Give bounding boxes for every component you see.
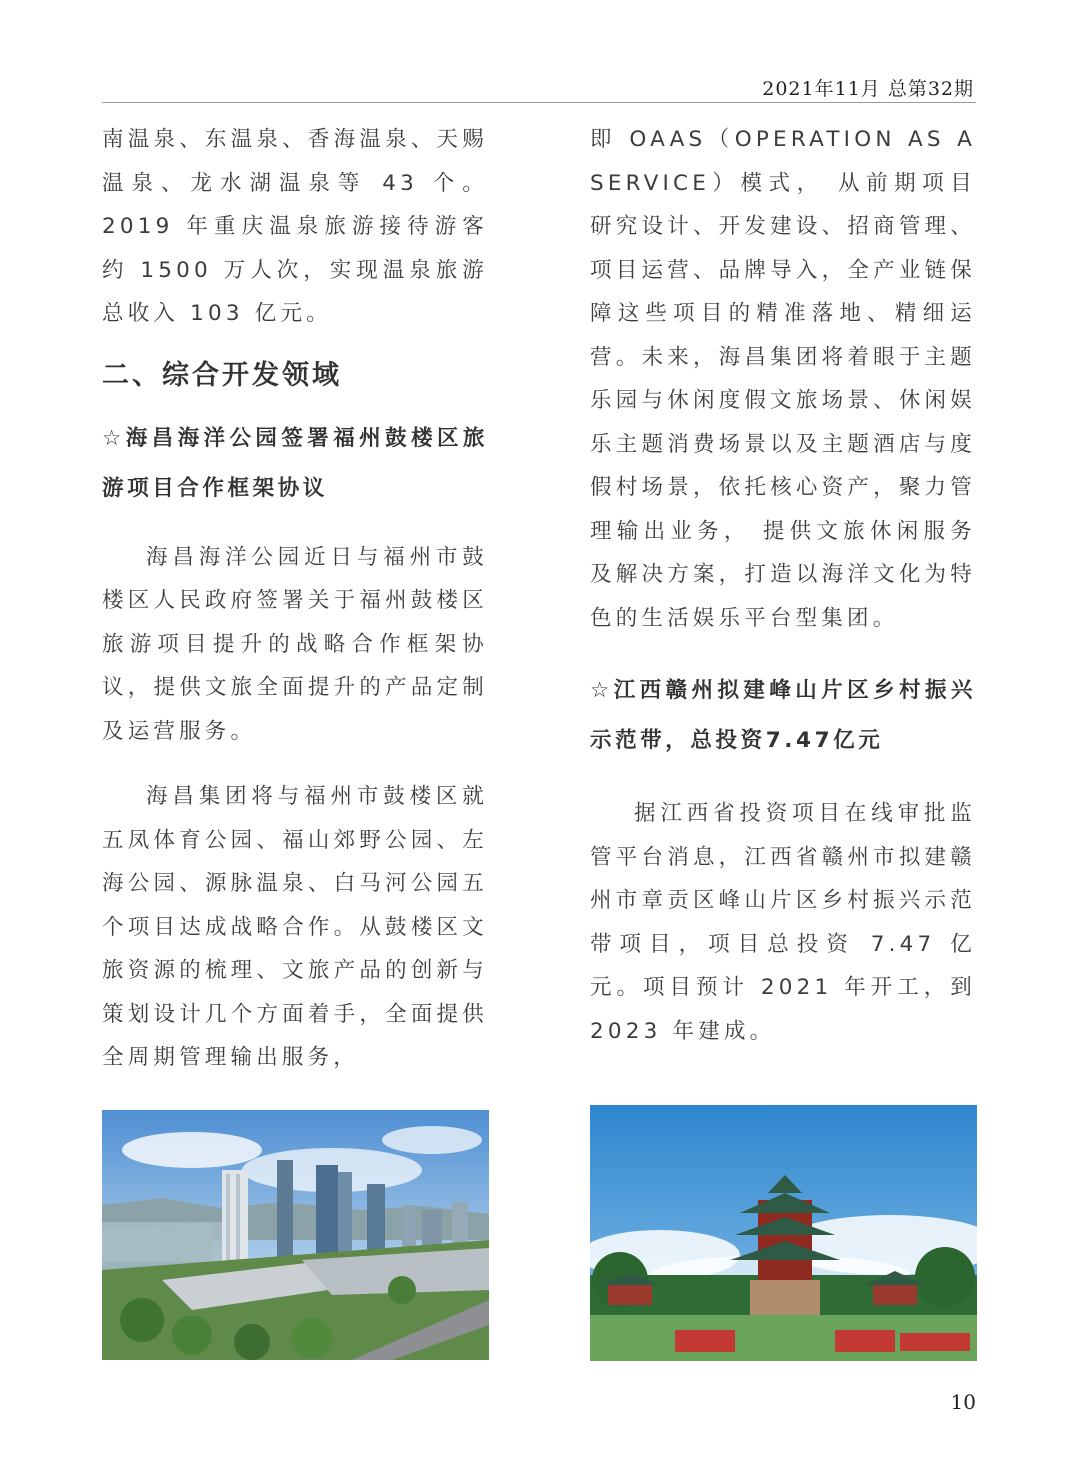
- issue-label: 2021年11月 总第32期: [762, 78, 974, 100]
- left-paragraph-hot-springs: 南温泉、东温泉、香海温泉、天赐温泉、龙水湖温泉等 43 个。2019 年重庆温泉旅游接待游客约 1500 万人次，实现温泉旅游总收入 103 亿元。: [102, 127, 488, 326]
- left-paragraph-cooperation: 海昌集团将与福州市鼓楼区就五凤体育公园、福山郊野公园、左海公园、源脉温泉、白马河公园五个项目达成战略合作。从鼓楼区文旅资源的梳理、文旅产品的创新与策划设计几个方面着手，全面提供全周期管理输出服务，: [102, 784, 488, 1070]
- page-number: 10: [950, 1390, 976, 1414]
- right-column: [590, 118, 976, 1053]
- item-title-ganzhou: ☆江西赣州拟建峰山片区乡村振兴示范带，总投资7.47亿元: [590, 678, 976, 753]
- right-paragraph-ganzhou: 据江西省投资项目在线审批监管平台消息，江西省赣州市拟建赣州市章贡区峰山片区乡村振兴示范带项目，项目总投资 7.47 亿元。项目预计 2021 年开工，到 2023 年建成。: [590, 801, 976, 1044]
- left-paragraph-agreement: 海昌海洋公园近日与福州市鼓楼区人民政府签署关于福州鼓楼区旅游项目提升的战略合作框架协议，提供文旅全面提升的产品定制及运营服务。: [102, 544, 488, 744]
- left-column: [102, 118, 488, 1080]
- page-header: [102, 70, 976, 103]
- right-paragraph-oaas: 即 OAAS（OPERATION AS A SERVICE）模式， 从前期项目研究设计、开发建设、招商管理、项目运营、品牌导入，全产业链保障这些项目的精准落地、精细运营。未来，海昌集团将着眼于主题乐园与休闲度假文旅场景、休闲娱乐主题消费场景以及主题酒店与度假村场景，依托核心资产，聚力管理输出业务， 提供文旅休闲服务及解决方案，打造以海洋文化为特色的生活娱乐平台型集团。: [590, 127, 976, 631]
- item-title-haichang: ☆海昌海洋公园签署福州鼓楼区旅游项目合作框架协议: [102, 425, 488, 501]
- pavilion-photo: [590, 1105, 977, 1361]
- city-skyline-photo: [102, 1110, 489, 1360]
- section-title: 二、综合开发领域: [102, 359, 342, 391]
